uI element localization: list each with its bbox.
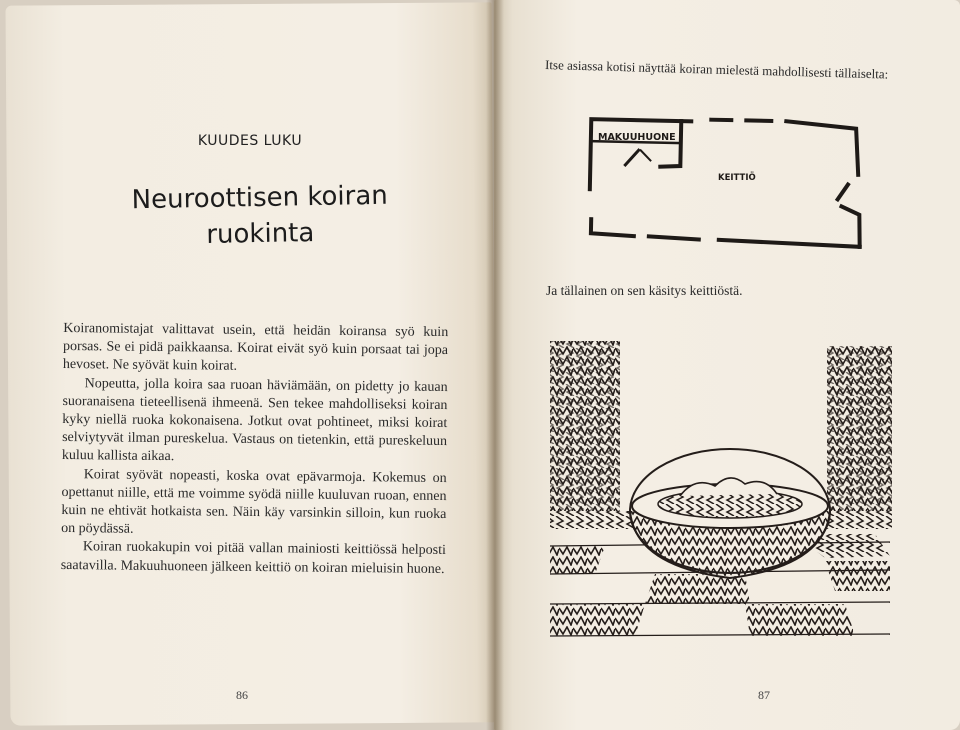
paragraph-4: Koiran ruokakupin voi pitää vallan mainiosti keittiössä helposti saatavilla. Makuuhuoneen jälkeen keittiö on koiran mieluisin huone. bbox=[60, 539, 447, 577]
floor-tile bbox=[550, 604, 645, 636]
paragraph-2: Nopeutta, jolla koira saa ruoan häviämään, on pidetty jo kauan suoranaisena tieteellisenä ihmeenä. Sen tekee mahdolliseksi koiran kyky niellä ruoka kokonaisena. Jotkut ovat pohtineet, miksi koirat selviytyvät ilman pureskelua. Vastaus on tietenkin, että pureskeluun kuluu kallista aikaa. bbox=[61, 375, 448, 465]
floor-tile bbox=[645, 574, 750, 604]
right-cabinet-shading bbox=[827, 346, 892, 511]
page-number-right: 87 bbox=[758, 688, 770, 702]
book-gutter bbox=[486, 0, 504, 730]
caption-text: Ja tällainen on sen käsitys keittiöstä. bbox=[546, 283, 743, 298]
paragraph-1: Koiranomistajat valittavat usein, että heidän koiransa syö kuin porsas. Se ei pidä paikkaansa. Koirat eivät syö kuin porsaat tai jopa hevoset. Ne syövät kuin koirat. bbox=[62, 320, 449, 375]
chapter-title bbox=[119, 178, 400, 255]
page-number-left: 86 bbox=[236, 688, 248, 702]
paragraph-3: Koirat syövät nopeasti, koska ovat epävarmoja. Kokemus on opettanut niille, että me voimme syödä niille kuuluvan ruoan, ennen kuin ne ehtivät hotkaista sen. Näin käy varsinkin silloin, kun ruoka on pöydässä. bbox=[61, 466, 447, 537]
floor-plan-room1-label: MAKUUHUONE bbox=[598, 132, 676, 143]
floor-plan-door bbox=[838, 184, 848, 199]
chapter-title-line1: Neuroottisen koiran bbox=[131, 180, 388, 216]
chapter-label: KUUDES LUKU bbox=[197, 133, 303, 149]
chapter-title-line2: ruokinta bbox=[206, 218, 315, 250]
floor-plan-wall bbox=[719, 240, 860, 247]
left-cabinet-shading bbox=[550, 341, 620, 511]
floor-tile bbox=[550, 546, 605, 574]
intro-text: Itse asiassa kotisi näyttää koiran mielestä mahdollisesti tällaiselta: bbox=[544, 56, 889, 82]
floor-plan-wall bbox=[785, 121, 859, 175]
floor-plan-room2-label: KEITTIÖ bbox=[718, 173, 756, 183]
floor-plan-wall bbox=[591, 219, 634, 236]
floor-plan-drawing bbox=[580, 112, 870, 257]
floor-tile bbox=[745, 604, 855, 636]
floor-plan-door bbox=[625, 150, 638, 165]
food-bowl-illustration bbox=[545, 336, 895, 646]
floor-plan-wall bbox=[841, 206, 861, 246]
floor-plan-door bbox=[640, 150, 650, 160]
floor-tile bbox=[825, 561, 890, 591]
floor-plan-wall bbox=[746, 120, 771, 121]
floor-plan-wall bbox=[649, 236, 699, 239]
floor-plan-wall bbox=[590, 119, 691, 191]
body-text bbox=[61, 320, 449, 579]
